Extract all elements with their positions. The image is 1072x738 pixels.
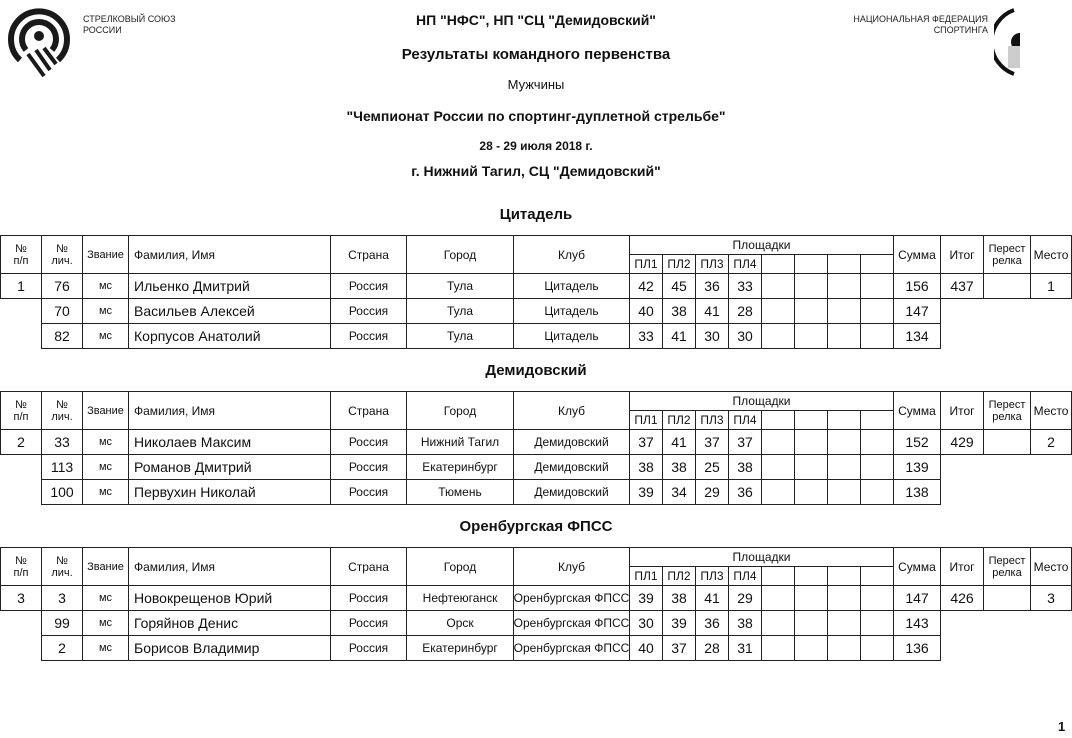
team-name: Цитадель [499, 206, 573, 223]
member-range-score: 30 [728, 323, 762, 349]
member-range-score: 36 [695, 610, 729, 636]
col-header-city: Город [406, 391, 514, 430]
member-range-score: 33 [728, 273, 762, 299]
col-header-rank: Звание [82, 391, 129, 430]
col-header-rank: Звание [82, 547, 129, 586]
col-header-range: ПЛ1 [629, 410, 663, 430]
member-range-score: 38 [728, 454, 762, 480]
member-range-score: 29 [695, 479, 729, 505]
member-sum: 136 [893, 635, 941, 661]
member-country: Россия [330, 454, 407, 480]
col-header-rank: Звание [82, 235, 129, 274]
col-header-range [860, 566, 894, 586]
col-header-bib: № лич. [41, 391, 83, 430]
member-country: Россия [330, 429, 407, 455]
member-range-score: 33 [629, 323, 663, 349]
member-name: Романов Дмитрий [128, 454, 331, 480]
member-club: Оренбургская ФПСС [513, 585, 630, 611]
member-club: Цитадель [513, 298, 630, 324]
member-range-score: 25 [695, 454, 729, 480]
col-header-city: Город [406, 235, 514, 274]
member-rank: мс [82, 610, 129, 636]
member-range-score [761, 610, 795, 636]
member-city: Тула [406, 323, 514, 349]
member-range-score: 39 [662, 610, 696, 636]
member-range-score: 40 [629, 298, 663, 324]
col-header-range: ПЛ4 [728, 254, 762, 274]
member-range-score [827, 429, 861, 455]
member-club: Цитадель [513, 323, 630, 349]
member-range-score [860, 323, 894, 349]
col-header-place: Место [1030, 547, 1072, 586]
col-header-range [794, 566, 828, 586]
col-header-place: Место [1030, 391, 1072, 430]
member-city: Тула [406, 298, 514, 324]
member-range-score [860, 298, 894, 324]
member-range-score: 37 [728, 429, 762, 455]
col-header-num: № п/п [0, 547, 42, 586]
member-range-score: 37 [695, 429, 729, 455]
member-range-score: 38 [662, 454, 696, 480]
team-name: Демидовский [485, 362, 587, 379]
page-number: 1 [1058, 719, 1066, 734]
col-header-range [827, 254, 861, 274]
member-range-score [794, 635, 828, 661]
col-header-range [761, 410, 795, 430]
member-name: Первухин Николай [128, 479, 331, 505]
member-range-score [761, 635, 795, 661]
member-range-score: 39 [629, 479, 663, 505]
team-place: 3 [1030, 585, 1072, 611]
member-city: Екатеринбург [406, 635, 514, 661]
member-range-score: 41 [695, 298, 729, 324]
col-header-country: Страна [330, 235, 407, 274]
member-range-score [794, 298, 828, 324]
member-range-score [794, 479, 828, 505]
member-bib: 70 [41, 298, 83, 324]
member-sum: 138 [893, 479, 941, 505]
member-range-score [794, 323, 828, 349]
member-club: Демидовский [513, 479, 630, 505]
member-range-score [761, 479, 795, 505]
col-header-club: Клуб [513, 391, 630, 430]
team-number: 3 [0, 585, 42, 611]
org-left-line: СТРЕЛКОВЫЙ СОЮЗ [83, 14, 176, 24]
member-range-score: 38 [662, 585, 696, 611]
team-number: 1 [0, 273, 42, 299]
member-sum: 143 [893, 610, 941, 636]
col-header-total: Итог [940, 547, 984, 586]
col-header-city: Город [406, 547, 514, 586]
member-range-score [794, 585, 828, 611]
col-header-club: Клуб [513, 547, 630, 586]
team-name: Оренбургская ФПСС [459, 518, 613, 535]
member-range-score [794, 273, 828, 299]
member-range-score [761, 323, 795, 349]
member-sum: 147 [893, 298, 941, 324]
col-header-total: Итог [940, 235, 984, 274]
member-range-score: 30 [695, 323, 729, 349]
col-header-sum: Сумма [893, 235, 941, 274]
col-header-ranges: Площадки [629, 391, 894, 411]
member-country: Россия [330, 585, 407, 611]
col-header-range: ПЛ3 [695, 566, 729, 586]
member-range-score [827, 298, 861, 324]
organizers: НП "НФС", НП "СЦ "Демидовский" [416, 12, 656, 28]
col-header-range [860, 254, 894, 274]
member-range-score: 41 [662, 429, 696, 455]
member-range-score [761, 273, 795, 299]
member-range-score: 38 [629, 454, 663, 480]
member-range-score [860, 273, 894, 299]
member-range-score [794, 610, 828, 636]
member-range-score [827, 479, 861, 505]
member-bib: 2 [41, 635, 83, 661]
member-city: Нефтеюганск [406, 585, 514, 611]
member-range-score: 38 [728, 610, 762, 636]
member-range-score [860, 454, 894, 480]
member-range-score: 42 [629, 273, 663, 299]
event-dates: 28 - 29 июля 2018 г. [479, 139, 593, 153]
member-rank: мс [82, 454, 129, 480]
member-bib: 113 [41, 454, 83, 480]
team-shootoff [983, 429, 1031, 455]
member-bib: 33 [41, 429, 83, 455]
col-header-range: ПЛ2 [662, 566, 696, 586]
member-range-score: 37 [662, 635, 696, 661]
member-club: Демидовский [513, 454, 630, 480]
member-club: Цитадель [513, 273, 630, 299]
col-header-sum: Сумма [893, 391, 941, 430]
member-bib: 3 [41, 585, 83, 611]
col-header-shootoff: Перест релка [983, 235, 1031, 274]
member-bib: 82 [41, 323, 83, 349]
member-name: Васильев Алексей [128, 298, 331, 324]
col-header-country: Страна [330, 391, 407, 430]
member-range-score [827, 454, 861, 480]
col-header-ranges: Площадки [629, 235, 894, 255]
member-range-score: 38 [662, 298, 696, 324]
member-sum: 156 [893, 273, 941, 299]
member-country: Россия [330, 479, 407, 505]
member-range-score [827, 635, 861, 661]
col-header-range [827, 566, 861, 586]
member-city: Тюмень [406, 479, 514, 505]
member-range-score [761, 585, 795, 611]
member-rank: мс [82, 323, 129, 349]
col-header-country: Страна [330, 547, 407, 586]
col-header-shootoff: Перест релка [983, 391, 1031, 430]
member-range-score [794, 429, 828, 455]
member-range-score [827, 323, 861, 349]
col-header-range: ПЛ1 [629, 254, 663, 274]
member-country: Россия [330, 635, 407, 661]
col-header-range: ПЛ4 [728, 410, 762, 430]
member-range-score: 41 [662, 323, 696, 349]
member-city: Орск [406, 610, 514, 636]
col-header-shootoff: Перест релка [983, 547, 1031, 586]
col-header-range [860, 410, 894, 430]
member-name: Борисов Владимир [128, 635, 331, 661]
team-total: 429 [940, 429, 984, 455]
team-shootoff [983, 585, 1031, 611]
member-range-score [761, 429, 795, 455]
col-header-club: Клуб [513, 235, 630, 274]
org-right-line: НАЦИОНАЛЬНАЯ ФЕДЕРАЦИЯ [853, 14, 988, 24]
member-range-score: 36 [695, 273, 729, 299]
member-name: Николаев Максим [128, 429, 331, 455]
col-header-place: Место [1030, 235, 1072, 274]
event-place: г. Нижний Тагил, СЦ "Демидовский" [411, 163, 661, 179]
member-range-score: 39 [629, 585, 663, 611]
col-header-range: ПЛ4 [728, 566, 762, 586]
col-header-name: Фамилия, Имя [128, 235, 331, 274]
col-header-range [794, 254, 828, 274]
col-header-range: ПЛ3 [695, 410, 729, 430]
col-header-range: ПЛ3 [695, 254, 729, 274]
member-sum: 134 [893, 323, 941, 349]
org-left-line: РОССИИ [83, 25, 122, 35]
member-range-score [827, 610, 861, 636]
member-range-score [761, 298, 795, 324]
team-number: 2 [0, 429, 42, 455]
col-header-num: № п/п [0, 235, 42, 274]
col-header-bib: № лич. [41, 235, 83, 274]
col-header-range [761, 566, 795, 586]
member-range-score: 29 [728, 585, 762, 611]
member-range-score: 37 [629, 429, 663, 455]
member-name: Корпусов Анатолий [128, 323, 331, 349]
member-sum: 147 [893, 585, 941, 611]
member-range-score [860, 610, 894, 636]
member-city: Нижний Тагил [406, 429, 514, 455]
col-header-range: ПЛ2 [662, 254, 696, 274]
member-range-score: 28 [728, 298, 762, 324]
page-title: Результаты командного первенства [401, 46, 671, 63]
col-header-range: ПЛ1 [629, 566, 663, 586]
member-range-score [860, 635, 894, 661]
member-sum: 152 [893, 429, 941, 455]
member-country: Россия [330, 298, 407, 324]
member-range-score [860, 429, 894, 455]
member-rank: мс [82, 273, 129, 299]
member-range-score [860, 479, 894, 505]
member-range-score: 34 [662, 479, 696, 505]
member-range-score: 40 [629, 635, 663, 661]
category: Мужчины [507, 77, 565, 92]
member-range-score: 45 [662, 273, 696, 299]
col-header-total: Итог [940, 391, 984, 430]
member-range-score [794, 454, 828, 480]
col-header-name: Фамилия, Имя [128, 391, 331, 430]
col-header-range [761, 254, 795, 274]
col-header-range: ПЛ2 [662, 410, 696, 430]
member-bib: 99 [41, 610, 83, 636]
member-range-score [827, 585, 861, 611]
member-range-score: 31 [728, 635, 762, 661]
member-city: Тула [406, 273, 514, 299]
member-range-score: 28 [695, 635, 729, 661]
team-total: 437 [940, 273, 984, 299]
org-right-line: СПОРТИНГА [933, 25, 988, 35]
member-range-score: 36 [728, 479, 762, 505]
member-range-score [860, 585, 894, 611]
championship-name: "Чемпионат России по спортинг-дуплетной стрельбе" [346, 108, 726, 124]
col-header-sum: Сумма [893, 547, 941, 586]
col-header-bib: № лич. [41, 547, 83, 586]
member-club: Оренбургская ФПСС [513, 610, 630, 636]
team-place: 1 [1030, 273, 1072, 299]
col-header-ranges: Площадки [629, 547, 894, 567]
member-name: Ильенко Дмитрий [128, 273, 331, 299]
col-header-name: Фамилия, Имя [128, 547, 331, 586]
member-range-score [827, 273, 861, 299]
team-shootoff [983, 273, 1031, 299]
col-header-range [794, 410, 828, 430]
member-range-score [761, 454, 795, 480]
member-bib: 76 [41, 273, 83, 299]
member-club: Демидовский [513, 429, 630, 455]
member-bib: 100 [41, 479, 83, 505]
member-city: Екатеринбург [406, 454, 514, 480]
member-rank: мс [82, 429, 129, 455]
member-name: Горяйнов Денис [128, 610, 331, 636]
member-range-score: 41 [695, 585, 729, 611]
member-rank: мс [82, 585, 129, 611]
member-country: Россия [330, 610, 407, 636]
member-club: Оренбургская ФПСС [513, 635, 630, 661]
member-country: Россия [330, 273, 407, 299]
member-range-score: 30 [629, 610, 663, 636]
col-header-range [827, 410, 861, 430]
team-place: 2 [1030, 429, 1072, 455]
member-sum: 139 [893, 454, 941, 480]
member-rank: мс [82, 479, 129, 505]
team-total: 426 [940, 585, 984, 611]
member-name: Новокрещенов Юрий [128, 585, 331, 611]
col-header-num: № п/п [0, 391, 42, 430]
member-country: Россия [330, 323, 407, 349]
member-rank: мс [82, 298, 129, 324]
member-rank: мс [82, 635, 129, 661]
